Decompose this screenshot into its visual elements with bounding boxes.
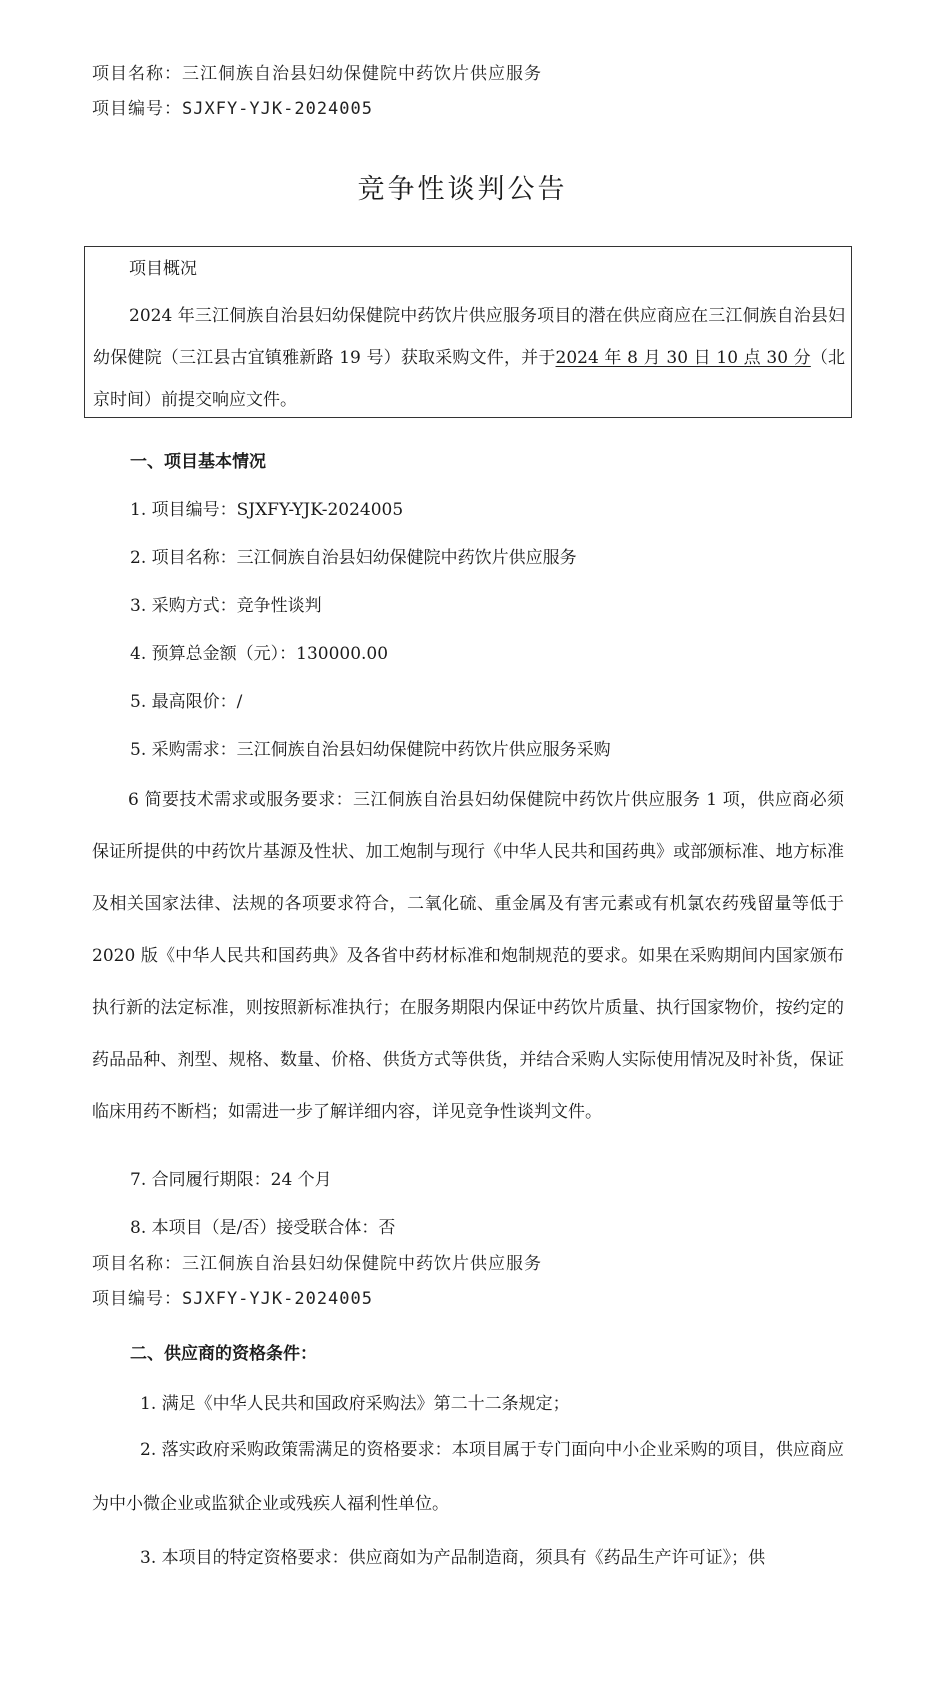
- section1-item-2: 2. 项目名称：三江侗族自治县妇幼保健院中药饮片供应服务: [130, 548, 577, 568]
- overview-heading: 项目概况: [129, 259, 197, 279]
- section1-item-3: 3. 采购方式：竞争性谈判: [130, 596, 322, 616]
- header-project-name: 项目名称：三江侗族自治县妇幼保健院中药饮片供应服务: [92, 64, 542, 84]
- overview-box: [84, 246, 852, 418]
- overview-deadline: 2024 年 8 月 30 日 10 点 30 分: [555, 348, 811, 368]
- header-project-name-repeat: 项目名称：三江侗族自治县妇幼保健院中药饮片供应服务: [92, 1254, 542, 1274]
- tech-requirements: 6 简要技术需求或服务要求：三江侗族自治县妇幼保健院中药饮片供应服务 1 项，供应商必须保证所提供的中药饮片基源及性状、加工炮制与现行《中华人民共和国药典》或部颁标准、地方标准及相关国家法律、法规的各项要求符合，二氧化硫、重金属及有害元素或有机氯农药残留量等低于 2020 版《中华人民共和国药典》及各省中药材标准和炮制规范的要求。如果在采购期间内国家颁布执行新的法定标准，则按照新标准执行；在服务期限内保证中药饮片质量、执行国家物价，按约定的药品品种、剂型、规格、数量、价格、供货方式等供货，并结合采购人实际使用情况及时补货，保证临床用药不断档；如需进一步了解详细内容，详见竞争性谈判文件。: [92, 790, 844, 1122]
- section2-item-3: 3. 本项目的特定资格要求：供应商如为产品制造商，须具有《药品生产许可证》；供: [140, 1548, 766, 1568]
- header-project-code: 项目编号：SJXFY-YJK-2024005: [92, 99, 373, 119]
- page-title: 竞争性谈判公告: [357, 174, 568, 205]
- overview-text-before: 2024 年三江侗族自治县妇幼保健院中药饮片供应服务项目的潜在供应商应在三江侗族自治县妇幼保健院（三江县古宜镇雅新路 19 号）获取采购文件，并于: [93, 306, 845, 368]
- header-project-code-repeat: 项目编号：SJXFY-YJK-2024005: [92, 1289, 373, 1309]
- section1-item-1: 1. 项目编号：SJXFY-YJK-2024005: [130, 500, 404, 520]
- section1-item-7: 7. 合同履行期限：24 个月: [130, 1170, 332, 1190]
- section1-item-4: 4. 预算总金额（元）：130000.00: [130, 644, 389, 664]
- section1-heading: 一、项目基本情况: [130, 452, 266, 472]
- overview-text-after: （北京时间）前提交响应文件。: [93, 348, 846, 410]
- section1-item-5: 5. 最高限价：/: [130, 692, 243, 712]
- overview-text: [93, 295, 845, 421]
- section2-heading: 二、供应商的资格条件：: [130, 1344, 317, 1364]
- section2-item-1: 1. 满足《中华人民共和国政府采购法》第二十二条规定；: [140, 1394, 570, 1414]
- section1-item-5b: 5. 采购需求：三江侗族自治县妇幼保健院中药饮片供应服务采购: [130, 740, 611, 760]
- section2-item-2: 2. 落实政府采购政策需满足的资格要求：本项目属于专门面向中小企业采购的项目，供应商应为中小微企业或监狱企业或残疾人福利性单位。: [92, 1440, 844, 1514]
- section1-item-8: 8. 本项目（是/否）接受联合体：否: [130, 1218, 396, 1238]
